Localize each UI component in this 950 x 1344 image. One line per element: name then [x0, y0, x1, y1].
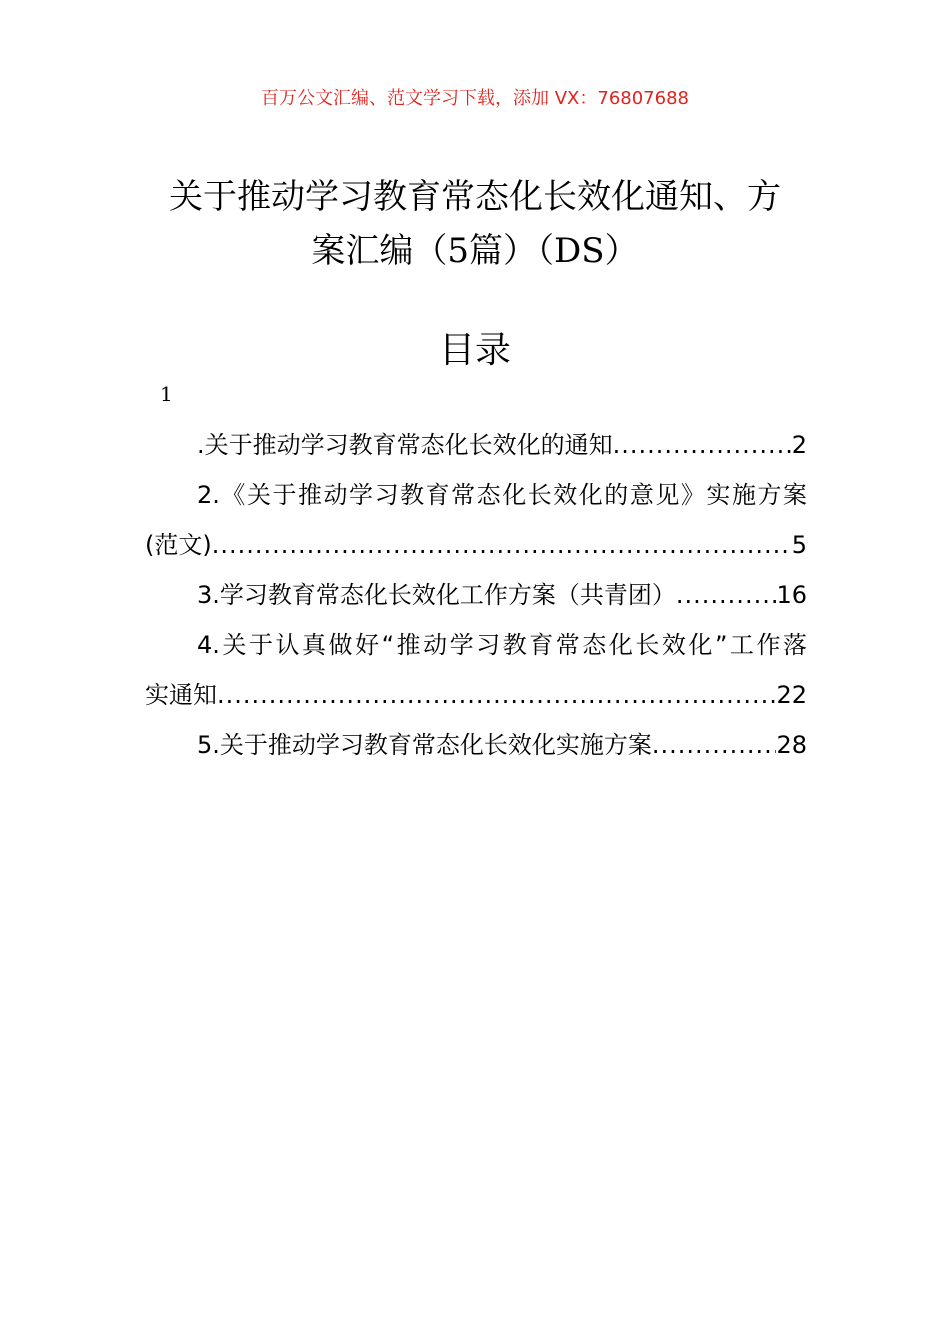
table-of-contents — [145, 420, 807, 770]
toc-item-text: 2.《关于推动学习教育常态化长效化的意见》实施方案 — [197, 481, 807, 509]
toc-item-page: 2 — [791, 431, 807, 459]
toc-leader — [652, 720, 777, 770]
toc-leader — [217, 670, 776, 720]
title-ds: DS — [554, 231, 605, 271]
title-part: 篇）（ — [469, 231, 555, 271]
toc-leader — [613, 420, 792, 470]
toc-item-2-line-1[interactable] — [145, 470, 807, 520]
toc-item-1[interactable] — [145, 420, 807, 470]
toc-item-page: 16 — [776, 581, 807, 609]
toc-leader — [676, 570, 777, 620]
toc-item-5[interactable] — [145, 720, 807, 770]
toc-leader — [212, 520, 792, 570]
title-part: ） — [604, 231, 639, 271]
title-part: 案汇编（ — [311, 231, 448, 271]
title-count: 5 — [447, 231, 470, 271]
toc-item-3[interactable] — [145, 570, 807, 620]
title-line-2 — [130, 224, 820, 278]
toc-item-text: (范文) — [145, 531, 212, 559]
page-number: 1 — [160, 382, 173, 406]
toc-heading: 目录 — [438, 330, 511, 371]
toc-item-text: 4.关于认真做好“推动学习教育常态化长效化”工作落 — [197, 631, 807, 659]
toc-item-4-line-2[interactable] — [145, 670, 807, 720]
toc-item-text: 实通知 — [145, 681, 217, 709]
toc-item-text: .关于推动学习教育常态化长效化的通知 — [197, 431, 613, 459]
toc-item-page: 28 — [776, 731, 807, 759]
title-line-1: 关于推动学习教育常态化长效化通知、方 — [169, 177, 781, 217]
toc-item-2-line-2[interactable] — [145, 520, 807, 570]
header-watermark-note: 百万公文汇编、范文学习下载，添加 VX：76807688 — [261, 88, 689, 109]
toc-item-text: 5.关于推动学习教育常态化长效化实施方案 — [197, 731, 652, 759]
toc-item-page: 5 — [791, 531, 807, 559]
toc-item-4-line-1[interactable] — [145, 620, 807, 670]
toc-item-text: 3.学习教育常态化长效化工作方案（共青团） — [197, 581, 676, 609]
document-title — [130, 170, 820, 278]
toc-item-page: 22 — [776, 681, 807, 709]
